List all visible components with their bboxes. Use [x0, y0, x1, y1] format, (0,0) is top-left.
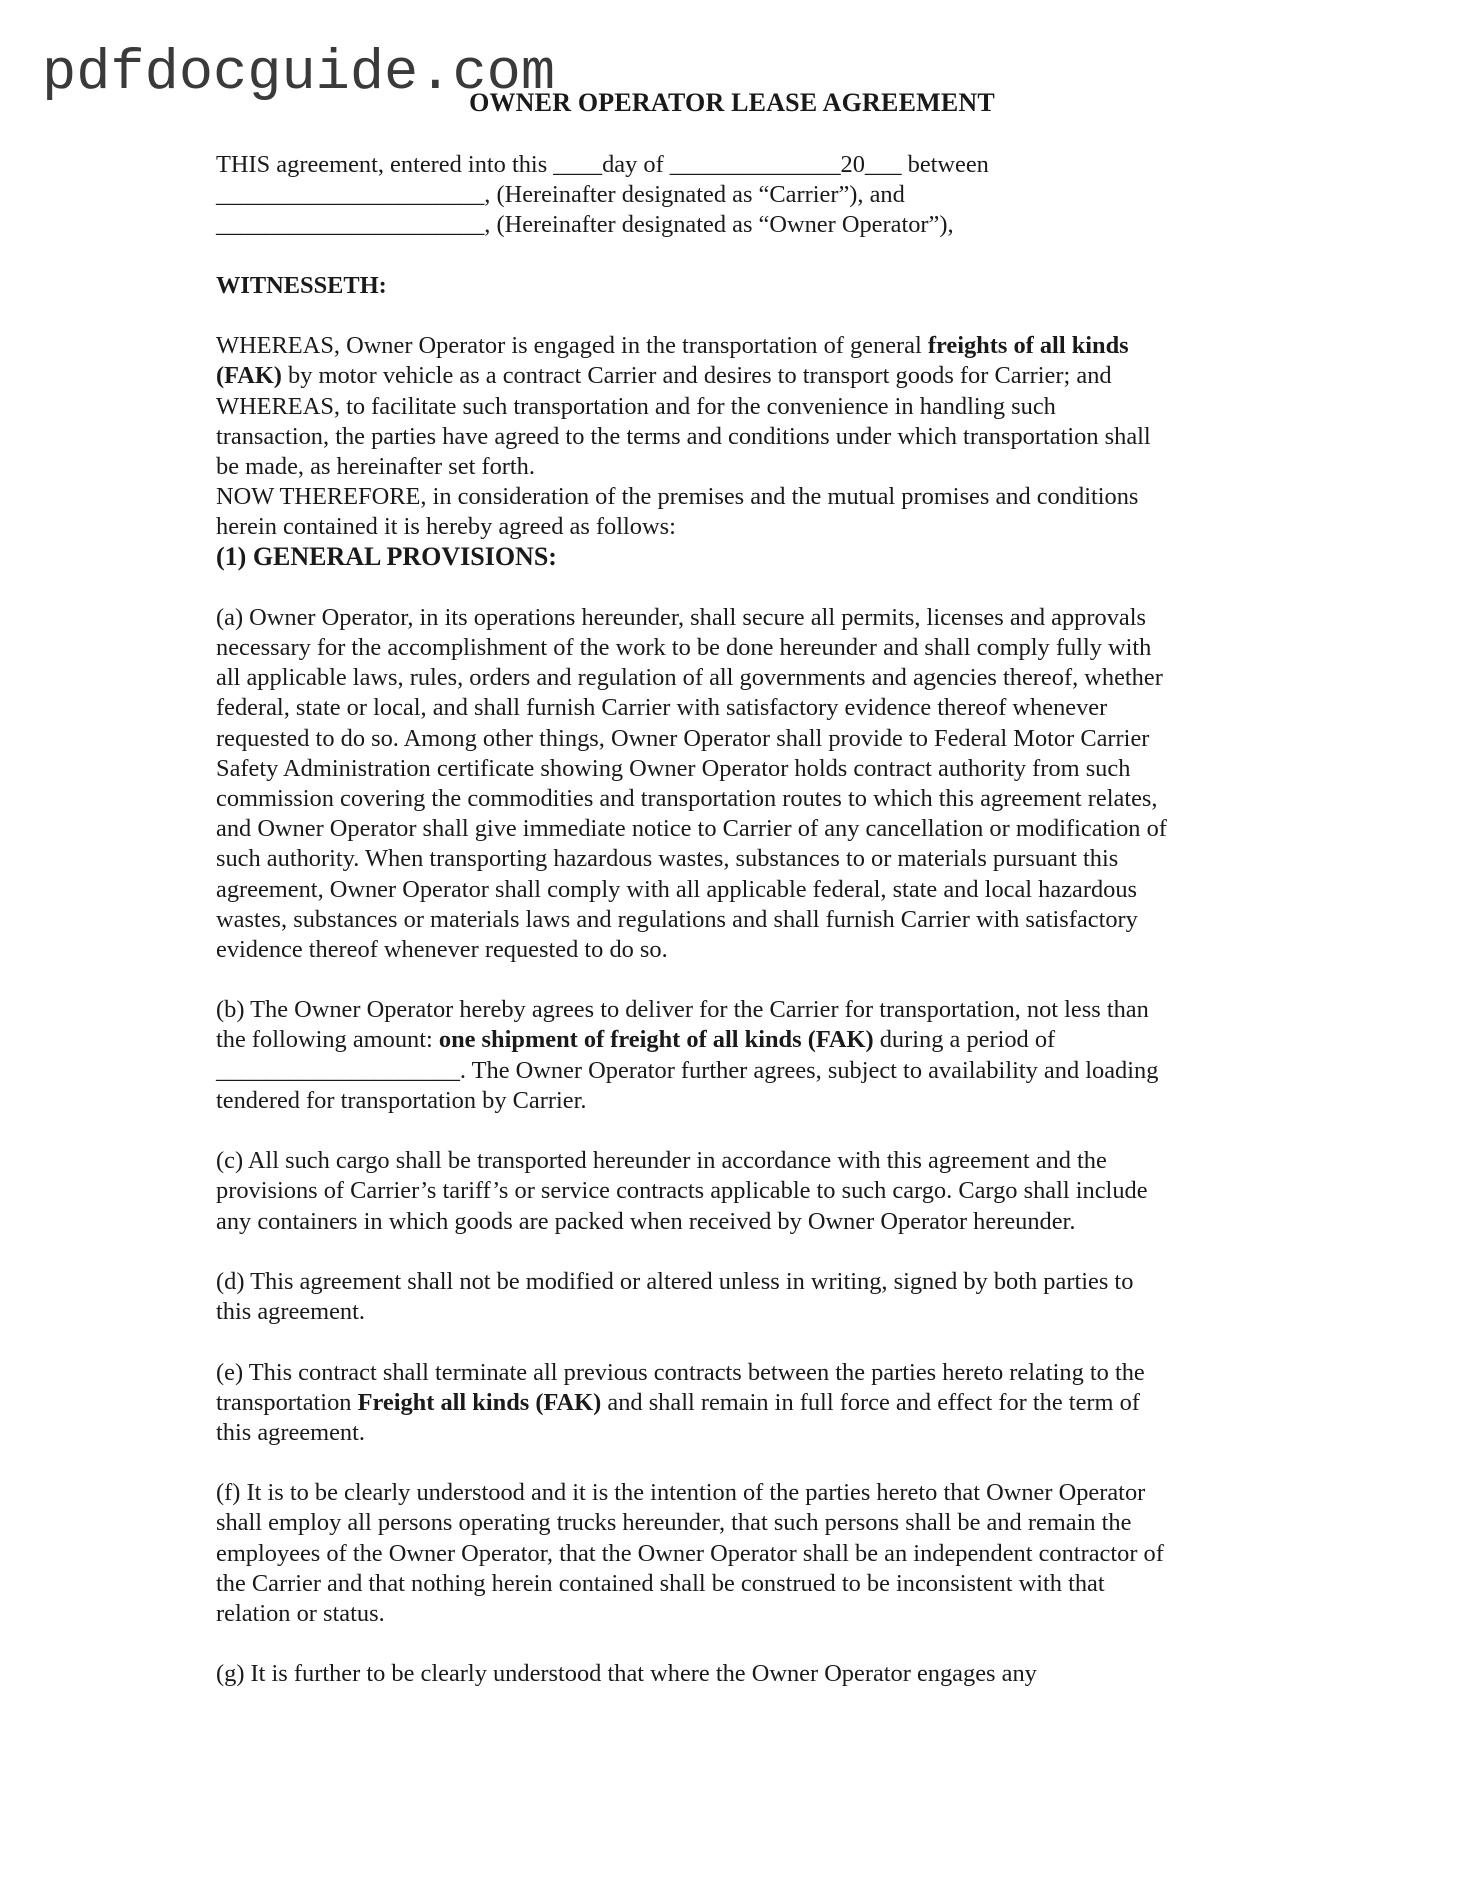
whereas-line: WHEREAS, to facilitate such transportation and for the convenience in handling such: [216, 392, 1056, 420]
paragraph-line: transportation Freight all kinds (FAK) and shall remain in full force and effect for the term of: [216, 1388, 1140, 1416]
paragraph-line: (a) Owner Operator, in its operations hereunder, shall secure all permits, licenses and approvals: [216, 603, 1146, 631]
paragraph-line: Safety Administration certificate showing Owner Operator holds contract authority from such: [216, 754, 1131, 782]
paragraph-line: requested to do so. Among other things, Owner Operator shall provide to Federal Motor Carrier: [216, 724, 1150, 752]
paragraph-line: the Carrier and that nothing herein contained shall be construed to be inconsistent with that: [216, 1569, 1105, 1597]
whereas-line: transaction, the parties have agreed to the terms and conditions under which transportation shall: [216, 422, 1151, 450]
whereas-line: be made, as hereinafter set forth.: [216, 452, 535, 480]
watermark-logo: pdfdocguide.com: [42, 42, 556, 106]
paragraph-line: ____________________. The Owner Operator further agrees, subject to availability and loading: [216, 1056, 1159, 1084]
paragraph-line: necessary for the accomplishment of the work to be done hereunder and shall comply fully with: [216, 634, 1152, 661]
paragraph-e: [216, 1358, 1256, 1449]
paragraph-line: all applicable laws, rules, orders and regulation of all governments and agencies thereof, whether: [216, 664, 1163, 692]
paragraph-line: (c) All such cargo shall be transported hereunder in accordance with this agreement and the: [216, 1147, 1107, 1175]
whereas-line: herein contained it is hereby agreed as follows:: [216, 513, 676, 541]
whereas-line: (FAK) by motor vehicle as a contract Carrier and desires to transport goods for Carrier; and: [216, 362, 1112, 390]
preamble-line: THIS agreement, entered into this ____day of ______________20___ between: [216, 151, 989, 178]
paragraph-line: commission covering the commodities and transportation routes to which this agreement relates,: [216, 784, 1158, 812]
paragraph-line: this agreement.: [216, 1418, 365, 1446]
paragraph-b: [216, 995, 1256, 1116]
whereas-line: NOW THEREFORE, in consideration of the premises and the mutual promises and conditions: [216, 483, 1139, 511]
paragraph-g: [216, 1659, 1256, 1689]
paragraph-line: relation or status.: [216, 1600, 385, 1627]
paragraph-line: and Owner Operator shall give immediate notice to Carrier of any cancellation or modification of: [216, 815, 1167, 843]
preamble: [216, 150, 1256, 241]
paragraph-line: federal, state or local, and shall furnish Carrier with satisfactory evidence thereof whenever: [216, 694, 1108, 722]
paragraph-line: provisions of Carrier’s tariff’s or service contracts applicable to such cargo. Cargo shall include: [216, 1177, 1148, 1205]
paragraph-line: (e) This contract shall terminate all previous contracts between the parties hereto relating to the: [216, 1358, 1145, 1386]
paragraph-line: (g) It is further to be clearly understood that where the Owner Operator engages any: [216, 1660, 1037, 1688]
paragraph-a: [216, 603, 1256, 965]
paragraph-line: any containers in which goods are packed when received by Owner Operator hereunder.: [216, 1207, 1076, 1235]
document-title: OWNER OPERATOR LEASE AGREEMENT: [469, 88, 995, 117]
paragraph-line: such authority. When transporting hazardous wastes, substances to or materials pursuant this: [216, 845, 1119, 873]
paragraph-line: agreement, Owner Operator shall comply with all applicable federal, state and local hazardous: [216, 875, 1138, 903]
paragraph-line: evidence thereof whenever requested to do so.: [216, 935, 668, 963]
document-body: [216, 150, 1256, 1690]
paragraph-line: tendered for transportation by Carrier.: [216, 1086, 587, 1114]
paragraph-c: [216, 1146, 1256, 1237]
paragraph-line: this agreement.: [216, 1298, 365, 1326]
paragraph-d: [216, 1267, 1256, 1327]
preamble-line: ______________________, (Hereinafter designated as “Owner Operator”),: [216, 211, 954, 239]
paragraph-line: employees of the Owner Operator, that the Owner Operator shall be an independent contractor of: [216, 1539, 1164, 1567]
paragraph-line: (b) The Owner Operator hereby agrees to deliver for the Carrier for transportation, not less than: [216, 996, 1149, 1024]
paragraph-f: [216, 1478, 1256, 1629]
whereas-clause: [216, 331, 1256, 542]
paragraph-line: the following amount: one shipment of freight of all kinds (FAK) during a period of: [216, 1026, 1056, 1054]
paragraph-line: (f) It is to be clearly understood and it is the intention of the parties hereto that Owner Operator: [216, 1479, 1146, 1507]
general-provisions-heading: (1) GENERAL PROVISIONS:: [216, 542, 557, 572]
preamble-line: ______________________, (Hereinafter designated as “Carrier”), and: [216, 181, 905, 209]
paragraph-line: (d) This agreement shall not be modified or altered unless in writing, signed by both parties to: [216, 1267, 1134, 1295]
paragraph-line: wastes, substances or materials laws and regulations and shall furnish Carrier with satisfactory: [216, 905, 1138, 933]
witnesseth-heading: WITNESSETH:: [216, 271, 387, 299]
whereas-line: WHEREAS, Owner Operator is engaged in the transportation of general freights of all kinds: [216, 332, 1129, 360]
paragraph-line: shall employ all persons operating trucks hereunder, that such persons shall be and remain the: [216, 1509, 1132, 1537]
